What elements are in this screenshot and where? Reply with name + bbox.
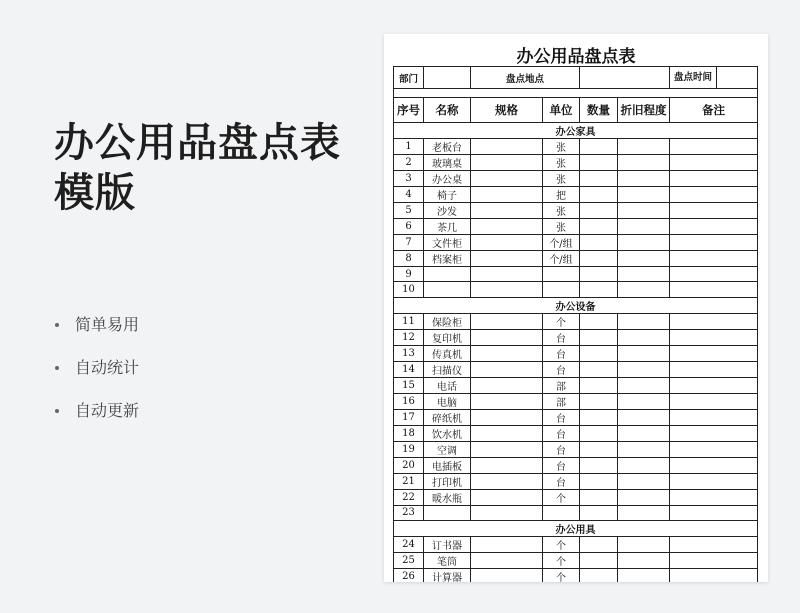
cell-no: 4 bbox=[394, 187, 424, 203]
cell-spec[interactable] bbox=[471, 139, 543, 155]
cell-qty[interactable] bbox=[580, 473, 618, 489]
cell-name: 扫描仪 bbox=[424, 361, 471, 377]
cell-qty[interactable] bbox=[580, 409, 618, 425]
table-row bbox=[394, 441, 758, 457]
cell-depreciation[interactable] bbox=[618, 329, 670, 345]
cell-qty[interactable] bbox=[580, 457, 618, 473]
table-row bbox=[394, 425, 758, 441]
cell-remark[interactable] bbox=[670, 425, 758, 441]
cell-spec[interactable] bbox=[471, 377, 543, 393]
cell-qty[interactable] bbox=[580, 441, 618, 457]
spacer-cell bbox=[394, 89, 758, 98]
cell-no: 17 bbox=[394, 409, 424, 425]
cell-name: 档案柜 bbox=[424, 251, 471, 267]
cell-remark[interactable] bbox=[670, 203, 758, 219]
cell-qty[interactable] bbox=[580, 267, 618, 282]
cell-remark[interactable] bbox=[670, 267, 758, 282]
cell-spec[interactable] bbox=[471, 282, 543, 297]
table-row bbox=[394, 251, 758, 267]
cell-unit: 台 bbox=[543, 361, 580, 377]
table-row bbox=[394, 568, 758, 582]
cell-no: 23 bbox=[394, 505, 424, 520]
cell-unit: 个 bbox=[543, 489, 580, 505]
cell-name: 传真机 bbox=[424, 345, 471, 361]
cell-unit: 个 bbox=[543, 552, 580, 568]
feature-item bbox=[55, 396, 139, 439]
cell-spec[interactable] bbox=[471, 552, 543, 568]
cell-unit: 台 bbox=[543, 409, 580, 425]
cell-remark[interactable] bbox=[670, 552, 758, 568]
cell-remark[interactable] bbox=[670, 361, 758, 377]
feature-list bbox=[55, 310, 139, 439]
time-cell bbox=[670, 67, 758, 89]
cell-qty[interactable] bbox=[580, 345, 618, 361]
cell-qty[interactable] bbox=[580, 425, 618, 441]
table-row bbox=[394, 505, 758, 520]
cell-name: 笔筒 bbox=[424, 552, 471, 568]
cell-remark[interactable] bbox=[670, 536, 758, 552]
location-label: 盘点地点 bbox=[471, 67, 580, 89]
spacer-row bbox=[394, 89, 758, 98]
cell-remark[interactable] bbox=[670, 235, 758, 251]
cell-depreciation[interactable] bbox=[618, 313, 670, 329]
cell-spec[interactable] bbox=[471, 361, 543, 377]
cell-unit: 个 bbox=[543, 568, 580, 582]
location-value[interactable] bbox=[580, 67, 670, 89]
feature-item bbox=[55, 310, 139, 353]
cell-spec[interactable] bbox=[471, 235, 543, 251]
cell-qty[interactable] bbox=[580, 251, 618, 267]
cell-depreciation[interactable] bbox=[618, 187, 670, 203]
cell-remark[interactable] bbox=[670, 409, 758, 425]
cell-unit: 个 bbox=[543, 536, 580, 552]
cell-depreciation[interactable] bbox=[618, 457, 670, 473]
cell-qty[interactable] bbox=[580, 235, 618, 251]
cell-name: 电插板 bbox=[424, 457, 471, 473]
cell-spec[interactable] bbox=[471, 203, 543, 219]
cell-name: 碎纸机 bbox=[424, 409, 471, 425]
cell-unit: 个/组 bbox=[543, 251, 580, 267]
cell-unit: 台 bbox=[543, 345, 580, 361]
cell-no: 7 bbox=[394, 235, 424, 251]
promo-title-line2: 模版 bbox=[54, 170, 136, 216]
cell-spec[interactable] bbox=[471, 489, 543, 505]
cell-depreciation[interactable] bbox=[618, 251, 670, 267]
cell-unit: 台 bbox=[543, 457, 580, 473]
cell-unit: 个/组 bbox=[543, 235, 580, 251]
table-row bbox=[394, 409, 758, 425]
header-remark: 备注 bbox=[670, 98, 758, 123]
time-label: 盘点时间 bbox=[670, 67, 717, 88]
cell-unit: 张 bbox=[543, 203, 580, 219]
section-row bbox=[394, 123, 758, 139]
cell-name: 计算器 bbox=[424, 568, 471, 582]
table-row bbox=[394, 552, 758, 568]
cell-remark[interactable] bbox=[670, 377, 758, 393]
cell-unit: 部 bbox=[543, 393, 580, 409]
cell-remark[interactable] bbox=[670, 187, 758, 203]
cell-name: 老板台 bbox=[424, 139, 471, 155]
cell-remark[interactable] bbox=[670, 441, 758, 457]
cell-name: 暖水瓶 bbox=[424, 489, 471, 505]
table-row bbox=[394, 329, 758, 345]
cell-qty[interactable] bbox=[580, 552, 618, 568]
cell-no: 16 bbox=[394, 393, 424, 409]
header-spec: 规格 bbox=[471, 98, 543, 123]
cell-no: 26 bbox=[394, 568, 424, 582]
cell-unit: 张 bbox=[543, 155, 580, 171]
cell-qty[interactable] bbox=[580, 505, 618, 520]
table-row bbox=[394, 536, 758, 552]
cell-spec[interactable] bbox=[471, 187, 543, 203]
cell-spec[interactable] bbox=[471, 219, 543, 235]
cell-spec[interactable] bbox=[471, 409, 543, 425]
cell-depreciation[interactable] bbox=[618, 568, 670, 582]
table-row bbox=[394, 187, 758, 203]
table-row bbox=[394, 393, 758, 409]
info-row bbox=[394, 67, 758, 89]
cell-qty[interactable] bbox=[580, 282, 618, 297]
cell-unit: 张 bbox=[543, 171, 580, 187]
section-title: 办公家具 bbox=[394, 123, 758, 139]
cell-spec[interactable] bbox=[471, 505, 543, 520]
cell-no: 8 bbox=[394, 251, 424, 267]
cell-qty[interactable] bbox=[580, 313, 618, 329]
cell-depreciation[interactable] bbox=[618, 505, 670, 520]
cell-name: 订书器 bbox=[424, 536, 471, 552]
cell-depreciation[interactable] bbox=[618, 139, 670, 155]
cell-name: 打印机 bbox=[424, 473, 471, 489]
cell-no: 6 bbox=[394, 219, 424, 235]
table-row bbox=[394, 267, 758, 282]
promo-title bbox=[54, 118, 341, 218]
cell-name: 保险柜 bbox=[424, 313, 471, 329]
cell-spec[interactable] bbox=[471, 473, 543, 489]
cell-depreciation[interactable] bbox=[618, 489, 670, 505]
cell-depreciation[interactable] bbox=[618, 267, 670, 282]
cell-name: 电脑 bbox=[424, 393, 471, 409]
cell-spec[interactable] bbox=[471, 441, 543, 457]
cell-depreciation[interactable] bbox=[618, 425, 670, 441]
cell-no: 9 bbox=[394, 267, 424, 282]
cell-spec[interactable] bbox=[471, 171, 543, 187]
feature-label: 自动更新 bbox=[75, 401, 140, 420]
cell-unit: 把 bbox=[543, 187, 580, 203]
cell-remark[interactable] bbox=[670, 505, 758, 520]
cell-name: 文件柜 bbox=[424, 235, 471, 251]
section-row bbox=[394, 520, 758, 536]
section-title: 办公用具 bbox=[394, 520, 758, 536]
cell-remark[interactable] bbox=[670, 251, 758, 267]
feature-label: 自动统计 bbox=[75, 358, 140, 377]
table-row bbox=[394, 313, 758, 329]
table-row bbox=[394, 377, 758, 393]
bullet-icon bbox=[55, 409, 59, 413]
cell-unit: 个 bbox=[543, 313, 580, 329]
cell-depreciation[interactable] bbox=[618, 345, 670, 361]
cell-depreciation[interactable] bbox=[618, 441, 670, 457]
cell-spec[interactable] bbox=[471, 345, 543, 361]
cell-remark[interactable] bbox=[670, 313, 758, 329]
cell-unit: 张 bbox=[543, 139, 580, 155]
cell-depreciation[interactable] bbox=[618, 235, 670, 251]
cell-unit bbox=[543, 505, 580, 520]
cell-spec[interactable] bbox=[471, 251, 543, 267]
cell-name bbox=[424, 505, 471, 520]
cell-no: 10 bbox=[394, 282, 424, 297]
cell-unit: 台 bbox=[543, 473, 580, 489]
cell-name: 茶几 bbox=[424, 219, 471, 235]
document-title: 办公用品盘点表 bbox=[516, 47, 636, 67]
cell-no: 5 bbox=[394, 203, 424, 219]
table-row bbox=[394, 155, 758, 171]
section-row bbox=[394, 297, 758, 313]
header-name: 名称 bbox=[424, 98, 471, 123]
cell-unit bbox=[543, 267, 580, 282]
cell-depreciation[interactable] bbox=[618, 282, 670, 297]
cell-unit: 台 bbox=[543, 425, 580, 441]
department-label: 部门 bbox=[394, 67, 424, 89]
table-row bbox=[394, 203, 758, 219]
cell-qty[interactable] bbox=[580, 187, 618, 203]
cell-remark[interactable] bbox=[670, 473, 758, 489]
cell-depreciation[interactable] bbox=[618, 377, 670, 393]
cell-qty[interactable] bbox=[580, 393, 618, 409]
feature-item bbox=[55, 353, 139, 396]
cell-spec[interactable] bbox=[471, 568, 543, 582]
cell-remark[interactable] bbox=[670, 219, 758, 235]
cell-depreciation[interactable] bbox=[618, 219, 670, 235]
cell-name bbox=[424, 267, 471, 282]
cell-remark[interactable] bbox=[670, 345, 758, 361]
cell-no: 1 bbox=[394, 139, 424, 155]
header-no: 序号 bbox=[394, 98, 424, 123]
table-row bbox=[394, 489, 758, 505]
cell-no: 18 bbox=[394, 425, 424, 441]
cell-unit bbox=[543, 282, 580, 297]
cell-name: 空调 bbox=[424, 441, 471, 457]
cell-no: 13 bbox=[394, 345, 424, 361]
cell-spec[interactable] bbox=[471, 425, 543, 441]
header-qty: 数量 bbox=[580, 98, 618, 123]
bullet-icon bbox=[55, 366, 59, 370]
cell-qty[interactable] bbox=[580, 536, 618, 552]
cell-remark[interactable] bbox=[670, 155, 758, 171]
cell-qty[interactable] bbox=[580, 139, 618, 155]
cell-spec[interactable] bbox=[471, 536, 543, 552]
cell-no: 12 bbox=[394, 329, 424, 345]
cell-depreciation[interactable] bbox=[618, 393, 670, 409]
table-row bbox=[394, 219, 758, 235]
cell-unit: 台 bbox=[543, 441, 580, 457]
cell-name: 办公桌 bbox=[424, 171, 471, 187]
table-row bbox=[394, 473, 758, 489]
cell-no: 3 bbox=[394, 171, 424, 187]
cell-spec[interactable] bbox=[471, 457, 543, 473]
header-row bbox=[394, 98, 758, 123]
cell-no: 24 bbox=[394, 536, 424, 552]
table-row bbox=[394, 457, 758, 473]
cell-remark[interactable] bbox=[670, 282, 758, 297]
cell-name: 玻璃桌 bbox=[424, 155, 471, 171]
cell-qty[interactable] bbox=[580, 361, 618, 377]
cell-qty[interactable] bbox=[580, 219, 618, 235]
header-unit: 单位 bbox=[543, 98, 580, 123]
cell-no: 15 bbox=[394, 377, 424, 393]
cell-depreciation[interactable] bbox=[618, 155, 670, 171]
cell-qty[interactable] bbox=[580, 203, 618, 219]
cell-remark[interactable] bbox=[670, 457, 758, 473]
cell-remark[interactable] bbox=[670, 329, 758, 345]
feature-label: 简单易用 bbox=[75, 315, 140, 334]
cell-remark[interactable] bbox=[670, 568, 758, 582]
cell-name: 复印机 bbox=[424, 329, 471, 345]
cell-depreciation[interactable] bbox=[618, 536, 670, 552]
cell-qty[interactable] bbox=[580, 329, 618, 345]
cell-unit: 张 bbox=[543, 219, 580, 235]
bullet-icon bbox=[55, 323, 59, 327]
cell-no: 22 bbox=[394, 489, 424, 505]
cell-spec[interactable] bbox=[471, 393, 543, 409]
cell-name: 椅子 bbox=[424, 187, 471, 203]
cell-spec[interactable] bbox=[471, 313, 543, 329]
cell-no: 19 bbox=[394, 441, 424, 457]
department-value[interactable] bbox=[424, 67, 471, 89]
section-title: 办公设备 bbox=[394, 297, 758, 313]
document-preview bbox=[384, 34, 768, 582]
table-row bbox=[394, 345, 758, 361]
cell-qty[interactable] bbox=[580, 377, 618, 393]
cell-no: 2 bbox=[394, 155, 424, 171]
cell-depreciation[interactable] bbox=[618, 409, 670, 425]
cell-remark[interactable] bbox=[670, 139, 758, 155]
table-row bbox=[394, 282, 758, 297]
table-row bbox=[394, 235, 758, 251]
cell-no: 21 bbox=[394, 473, 424, 489]
time-value[interactable] bbox=[717, 67, 757, 88]
cell-spec[interactable] bbox=[471, 329, 543, 345]
cell-depreciation[interactable] bbox=[618, 361, 670, 377]
cell-no: 11 bbox=[394, 313, 424, 329]
table-row bbox=[394, 171, 758, 187]
cell-remark[interactable] bbox=[670, 171, 758, 187]
cell-qty[interactable] bbox=[580, 171, 618, 187]
cell-no: 20 bbox=[394, 457, 424, 473]
cell-spec[interactable] bbox=[471, 267, 543, 282]
cell-no: 14 bbox=[394, 361, 424, 377]
cell-name: 电话 bbox=[424, 377, 471, 393]
cell-depreciation[interactable] bbox=[618, 552, 670, 568]
cell-unit: 台 bbox=[543, 329, 580, 345]
inventory-table bbox=[393, 66, 758, 582]
table-row bbox=[394, 361, 758, 377]
header-depreciation: 折旧程度 bbox=[618, 98, 670, 123]
cell-qty[interactable] bbox=[580, 489, 618, 505]
cell-remark[interactable] bbox=[670, 489, 758, 505]
cell-depreciation[interactable] bbox=[618, 473, 670, 489]
cell-spec[interactable] bbox=[471, 155, 543, 171]
promo-title-line1: 办公用品盘点表 bbox=[54, 120, 341, 166]
cell-qty[interactable] bbox=[580, 155, 618, 171]
cell-name bbox=[424, 282, 471, 297]
cell-depreciation[interactable] bbox=[618, 171, 670, 187]
cell-no: 25 bbox=[394, 552, 424, 568]
cell-qty[interactable] bbox=[580, 568, 618, 582]
cell-unit: 部 bbox=[543, 377, 580, 393]
cell-name: 饮水机 bbox=[424, 425, 471, 441]
cell-name: 沙发 bbox=[424, 203, 471, 219]
table-row bbox=[394, 139, 758, 155]
cell-remark[interactable] bbox=[670, 393, 758, 409]
cell-depreciation[interactable] bbox=[618, 203, 670, 219]
